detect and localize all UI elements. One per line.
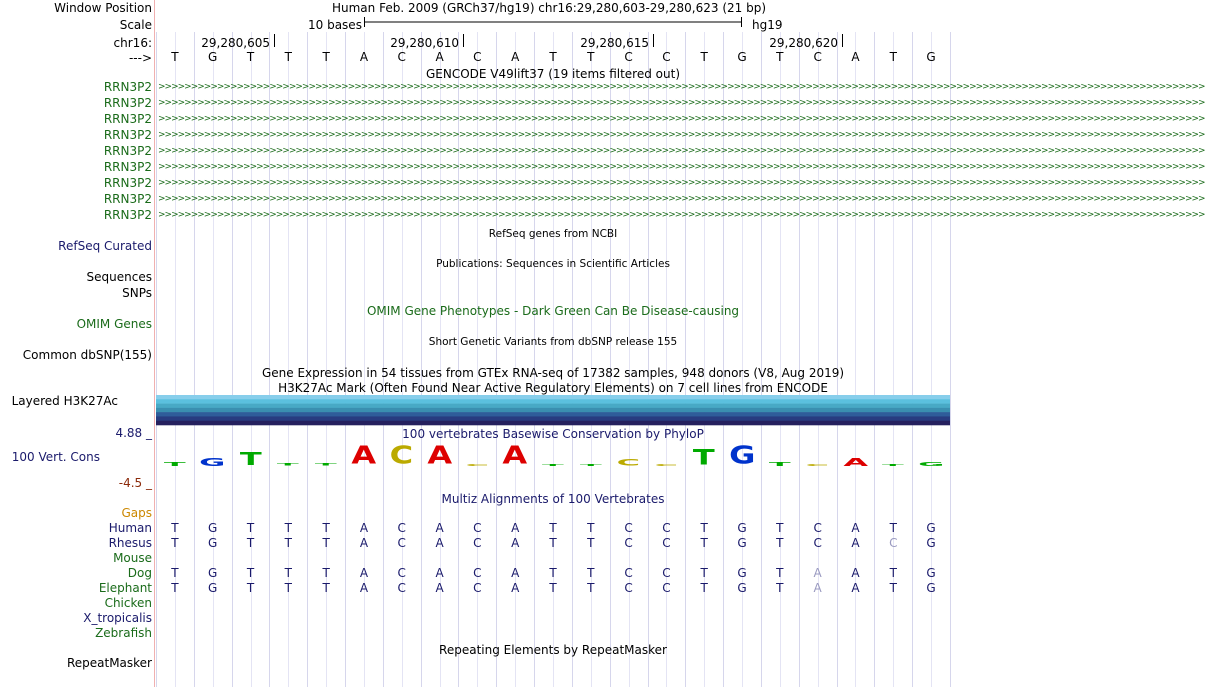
alignment-base: T	[246, 566, 255, 580]
alignment-base: A	[359, 521, 369, 535]
h3k27ac-cell-line-band	[156, 408, 950, 413]
conservation-letter: G	[917, 460, 945, 468]
alignment-base: A	[851, 581, 860, 595]
sequence-base: C	[662, 50, 671, 64]
coordinate-tick	[842, 34, 843, 47]
alignment-base: T	[587, 536, 595, 550]
conservation-letter: T	[579, 464, 602, 466]
coordinate-tick	[463, 34, 464, 47]
sequence-base: T	[889, 50, 897, 64]
common-dbsnp-label[interactable]: Common dbSNP(155)	[22, 348, 152, 362]
layered-h3k27ac-label[interactable]: Layered H3K27Ac	[11, 394, 118, 408]
gene-label[interactable]: RRN3P2	[103, 192, 152, 206]
alignment-base: T	[171, 581, 179, 595]
omim-genes-label[interactable]: OMIM Genes	[76, 317, 152, 331]
conservation-min-label: -4.5 _	[118, 476, 152, 490]
alignment-base: C	[397, 536, 406, 550]
sequence-base: T	[284, 50, 292, 64]
gene-feature[interactable]: >>>>>>>>>>>>>>>>>>>>>>>>>>>>>>>>>>>>>>>>>>>>>>>>>>>>>>>>>>>>>>>>>>>>>>>>>>>>>>>>>>>>>>>>>>>>>>>>>>>>>>>>>>>>>>>>>>>>>>>>>>>>>>>>>>>>>>>>>>>>>>>>>>>>>>>>>>>>>>>>	[158, 114, 1205, 124]
alignment-base: C	[889, 536, 898, 550]
coordinate-label: 29,280,610	[390, 36, 459, 50]
sequence-base: G	[737, 50, 747, 64]
alignment-base: A	[359, 536, 369, 550]
conservation-letter: C	[654, 464, 679, 466]
alignment-base: A	[511, 581, 520, 595]
repeatmasker-track-title: Repeating Elements by RepeatMasker	[439, 643, 667, 657]
conservation-letter: T	[693, 444, 716, 470]
alignment-base: T	[776, 536, 784, 550]
gene-label[interactable]: RRN3P2	[103, 176, 152, 190]
sequence-base: T	[700, 50, 708, 64]
alignment-base: T	[549, 581, 557, 595]
refseq-track-title: RefSeq genes from NCBI	[488, 228, 618, 240]
alignment-base: C	[662, 566, 671, 580]
sequence-base: C	[624, 50, 633, 64]
alignment-base: C	[473, 581, 482, 595]
alignment-base: T	[587, 521, 595, 535]
window-position-label: Window Position	[54, 1, 152, 15]
h3k27ac-cell-line-band	[156, 412, 950, 417]
alignment-base: G	[926, 566, 936, 580]
alignment-base: C	[624, 581, 633, 595]
alignment-base: T	[700, 566, 708, 580]
alignment-base: T	[171, 536, 179, 550]
gene-feature[interactable]: >>>>>>>>>>>>>>>>>>>>>>>>>>>>>>>>>>>>>>>>>>>>>>>>>>>>>>>>>>>>>>>>>>>>>>>>>>>>>>>>>>>>>>>>>>>>>>>>>>>>>>>>>>>>>>>>>>>>>>>>>>>>>>>>>>>>>>>>>>>>>>>>>>>>>>>>>>>>>>>>	[158, 162, 1205, 172]
alignment-base: T	[246, 521, 255, 535]
alignment-base: C	[662, 521, 671, 535]
alignment-base: G	[926, 536, 936, 550]
sidebar-divider	[154, 0, 155, 687]
phylop-track-title: 100 vertebrates Basewise Conservation by PhyloP	[402, 427, 704, 441]
alignment-base: T	[549, 536, 557, 550]
species-label[interactable]: Dog	[127, 566, 152, 580]
alignment-base: T	[284, 566, 292, 580]
coordinate-label: 29,280,615	[580, 36, 649, 50]
alignment-base: C	[624, 536, 633, 550]
alignment-base: T	[284, 521, 292, 535]
alignment-base: C	[662, 581, 671, 595]
conservation-letter: T	[768, 460, 791, 468]
scale-text: 10 bases	[308, 18, 362, 32]
strand-label: --->	[128, 51, 152, 65]
alignment-base: C	[813, 536, 822, 550]
sequence-base: A	[435, 50, 444, 64]
alignment-base: T	[776, 581, 784, 595]
gene-label[interactable]: RRN3P2	[103, 144, 152, 158]
sequence-base: G	[208, 50, 218, 64]
alignment-base: T	[246, 536, 255, 550]
conservation-letter: C	[805, 464, 830, 466]
sequence-base: C	[397, 50, 406, 64]
alignment-base: C	[473, 566, 482, 580]
species-label[interactable]: Zebrafish	[95, 626, 152, 640]
sequence-base: T	[246, 50, 255, 64]
h3k27ac-cell-line-band	[156, 421, 950, 426]
coordinate-label: 29,280,620	[769, 36, 838, 50]
gtex-track-title: Gene Expression in 54 tissues from GTEx RNA-seq of 17382 samples, 948 donors (V8, Aug 2019)	[261, 366, 845, 380]
assembly-label: hg19	[752, 18, 783, 32]
gene-feature[interactable]: >>>>>>>>>>>>>>>>>>>>>>>>>>>>>>>>>>>>>>>>>>>>>>>>>>>>>>>>>>>>>>>>>>>>>>>>>>>>>>>>>>>>>>>>>>>>>>>>>>>>>>>>>>>>>>>>>>>>>>>>>>>>>>>>>>>>>>>>>>>>>>>>>>>>>>>>>>>>>>>>	[158, 194, 1205, 204]
gene-feature[interactable]: >>>>>>>>>>>>>>>>>>>>>>>>>>>>>>>>>>>>>>>>>>>>>>>>>>>>>>>>>>>>>>>>>>>>>>>>>>>>>>>>>>>>>>>>>>>>>>>>>>>>>>>>>>>>>>>>>>>>>>>>>>>>>>>>>>>>>>>>>>>>>>>>>>>>>>>>>>>>>>>>	[158, 82, 1205, 92]
sequence-base: A	[359, 50, 369, 64]
alignment-base: A	[511, 521, 520, 535]
gene-label[interactable]: RRN3P2	[103, 160, 152, 174]
alignment-base: T	[549, 521, 557, 535]
alignment-base: T	[587, 566, 595, 580]
gaps-label: Gaps	[121, 506, 152, 520]
conservation-letter: T	[239, 448, 262, 470]
alignment-base: A	[851, 521, 860, 535]
conservation-letter: C	[465, 464, 490, 466]
gene-feature[interactable]: >>>>>>>>>>>>>>>>>>>>>>>>>>>>>>>>>>>>>>>>>>>>>>>>>>>>>>>>>>>>>>>>>>>>>>>>>>>>>>>>>>>>>>>>>>>>>>>>>>>>>>>>>>>>>>>>>>>>>>>>>>>>>>>>>>>>>>>>>>>>>>>>>>>>>>>>>>>>>>>>	[158, 146, 1205, 156]
chrom-label: chr16:	[113, 36, 152, 50]
alignment-base: G	[926, 521, 936, 535]
gene-label[interactable]: RRN3P2	[103, 208, 152, 222]
alignment-base: T	[322, 566, 330, 580]
alignment-base: A	[435, 521, 444, 535]
alignment-base: C	[473, 536, 482, 550]
alignment-base: C	[397, 566, 406, 580]
alignment-base: A	[359, 581, 369, 595]
refseq-curated-label[interactable]: RefSeq Curated	[58, 239, 152, 253]
gene-label[interactable]: RRN3P2	[103, 128, 152, 142]
alignment-base: T	[549, 566, 557, 580]
alignment-base: G	[208, 521, 218, 535]
sequence-base: T	[549, 50, 557, 64]
conservation-letter: A	[843, 455, 868, 468]
sequence-base: A	[511, 50, 520, 64]
omim-track-title: OMIM Gene Phenotypes - Dark Green Can Be Disease-causing	[366, 304, 740, 318]
conservation-letter: G	[728, 440, 756, 470]
dbsnp-track-title: Short Genetic Variants from dbSNP release 155	[428, 336, 678, 348]
window-position-text: Human Feb. 2009 (GRCh37/hg19) chr16:29,280,603-29,280,623 (21 bp)	[331, 1, 766, 15]
conservation-letter: C	[616, 457, 641, 468]
alignment-base: A	[813, 566, 822, 580]
alignment-base: C	[624, 521, 633, 535]
sequence-base: C	[473, 50, 482, 64]
alignment-base: C	[813, 521, 822, 535]
alignment-base: T	[889, 521, 897, 535]
alignment-base: T	[171, 566, 179, 580]
conservation-letter: T	[163, 460, 186, 468]
coordinate-label: 29,280,605	[201, 36, 270, 50]
alignment-base: G	[737, 581, 747, 595]
gene-feature[interactable]: >>>>>>>>>>>>>>>>>>>>>>>>>>>>>>>>>>>>>>>>>>>>>>>>>>>>>>>>>>>>>>>>>>>>>>>>>>>>>>>>>>>>>>>>>>>>>>>>>>>>>>>>>>>>>>>>>>>>>>>>>>>>>>>>>>>>>>>>>>>>>>>>>>>>>>>>>>>>>>>>	[158, 98, 1205, 108]
species-label[interactable]: Rhesus	[108, 536, 152, 550]
track-label-sidebar	[0, 0, 154, 687]
alignment-base: G	[926, 581, 936, 595]
h3k27ac-cell-line-band	[156, 404, 950, 409]
gene-feature[interactable]: >>>>>>>>>>>>>>>>>>>>>>>>>>>>>>>>>>>>>>>>>>>>>>>>>>>>>>>>>>>>>>>>>>>>>>>>>>>>>>>>>>>>>>>>>>>>>>>>>>>>>>>>>>>>>>>>>>>>>>>>>>>>>>>>>>>>>>>>>>>>>>>>>>>>>>>>>>>>>>>>	[158, 178, 1205, 188]
sequence-base: A	[851, 50, 860, 64]
multiz-track-title: Multiz Alignments of 100 Vertebrates	[441, 492, 665, 506]
sequence-base: G	[926, 50, 936, 64]
scale-label: Scale	[119, 18, 152, 32]
sequence-base: T	[171, 50, 179, 64]
alignment-base: C	[473, 521, 482, 535]
alignment-base: A	[435, 581, 444, 595]
alignment-base: T	[284, 536, 292, 550]
species-label[interactable]: X_tropicalis	[83, 611, 152, 625]
species-label[interactable]: Chicken	[104, 596, 152, 610]
species-label[interactable]: Elephant	[98, 581, 152, 595]
conservation-letter: T	[542, 464, 564, 466]
coordinate-tick	[274, 34, 275, 47]
alignment-base: A	[511, 566, 520, 580]
conservation-letter: C	[389, 440, 414, 470]
alignment-base: T	[700, 581, 708, 595]
scale-bar	[364, 17, 744, 27]
alignment-base: G	[208, 536, 218, 550]
alignment-base: G	[737, 521, 747, 535]
alignment-base: T	[587, 581, 595, 595]
conservation-letter: A	[427, 440, 452, 470]
repeatmasker-label[interactable]: RepeatMasker	[66, 656, 152, 670]
conservation-letter: T	[277, 462, 300, 467]
alignment-base: G	[737, 566, 747, 580]
snps-label[interactable]: SNPs	[122, 286, 152, 300]
alignment-base: C	[397, 521, 406, 535]
alignment-base: A	[511, 536, 520, 550]
alignment-base: T	[889, 566, 897, 580]
alignment-base: G	[737, 536, 747, 550]
alignment-base: T	[776, 566, 784, 580]
gencode-track-title: GENCODE V49lift37 (19 items filtered out)	[425, 67, 680, 81]
gene-feature[interactable]: >>>>>>>>>>>>>>>>>>>>>>>>>>>>>>>>>>>>>>>>>>>>>>>>>>>>>>>>>>>>>>>>>>>>>>>>>>>>>>>>>>>>>>>>>>>>>>>>>>>>>>>>>>>>>>>>>>>>>>>>>>>>>>>>>>>>>>>>>>>>>>>>>>>>>>>>>>>>>>>>	[158, 210, 1205, 220]
alignment-base: T	[700, 536, 708, 550]
h3k27ac-signal[interactable]	[156, 395, 950, 425]
sequence-base: T	[322, 50, 330, 64]
alignment-base: T	[889, 581, 897, 595]
conservation-max-label: 4.88 _	[115, 426, 152, 440]
species-label[interactable]: Mouse	[113, 551, 152, 565]
alignment-base: A	[851, 536, 860, 550]
alignment-base: T	[246, 581, 255, 595]
alignment-base: C	[662, 536, 671, 550]
h3k27ac-cell-line-band	[156, 416, 950, 421]
alignment-base: A	[851, 566, 860, 580]
alignment-base: C	[397, 581, 406, 595]
alignment-base: T	[284, 581, 292, 595]
conservation-letter: G	[199, 455, 226, 468]
h3k27ac-cell-line-band	[156, 399, 950, 404]
alignment-base: A	[435, 536, 444, 550]
h3k27ac-cell-line-band	[156, 395, 950, 400]
conservation-letter: T	[315, 462, 338, 467]
alignment-base: T	[171, 521, 179, 535]
publications-track-title: Publications: Sequences in Scientific Articles	[436, 258, 670, 270]
alignment-base: G	[208, 566, 218, 580]
gene-label[interactable]: RRN3P2	[103, 80, 152, 94]
sequence-base: T	[776, 50, 784, 64]
gene-label[interactable]: RRN3P2	[103, 96, 152, 110]
conservation-letter: T	[882, 464, 905, 466]
sequence-base: C	[813, 50, 822, 64]
alignment-base: T	[700, 521, 708, 535]
alignment-base: A	[359, 566, 369, 580]
sequence-base: T	[587, 50, 595, 64]
sequences-label[interactable]: Sequences	[86, 270, 152, 284]
track-data-area[interactable]	[156, 0, 1205, 687]
alignment-base: T	[322, 536, 330, 550]
alignment-base: C	[624, 566, 633, 580]
alignment-base: T	[322, 581, 330, 595]
coordinate-tick	[653, 34, 654, 47]
alignment-base: T	[322, 521, 330, 535]
gene-label[interactable]: RRN3P2	[103, 112, 152, 126]
alignment-base: A	[813, 581, 822, 595]
conservation-letter: A	[351, 440, 377, 470]
gene-feature[interactable]: >>>>>>>>>>>>>>>>>>>>>>>>>>>>>>>>>>>>>>>>>>>>>>>>>>>>>>>>>>>>>>>>>>>>>>>>>>>>>>>>>>>>>>>>>>>>>>>>>>>>>>>>>>>>>>>>>>>>>>>>>>>>>>>>>>>>>>>>>>>>>>>>>>>>>>>>>>>>>>>>	[158, 130, 1205, 140]
alignment-base: T	[776, 521, 784, 535]
alignment-base: G	[208, 581, 218, 595]
conservation-letter: A	[502, 440, 528, 470]
vert-cons-label[interactable]: 100 Vert. Cons	[11, 450, 100, 464]
h3k27ac-track-title: H3K27Ac Mark (Often Found Near Active Regulatory Elements) on 7 cell lines from ENCODE	[278, 381, 828, 395]
species-label[interactable]: Human	[108, 521, 152, 535]
alignment-base: A	[435, 566, 444, 580]
